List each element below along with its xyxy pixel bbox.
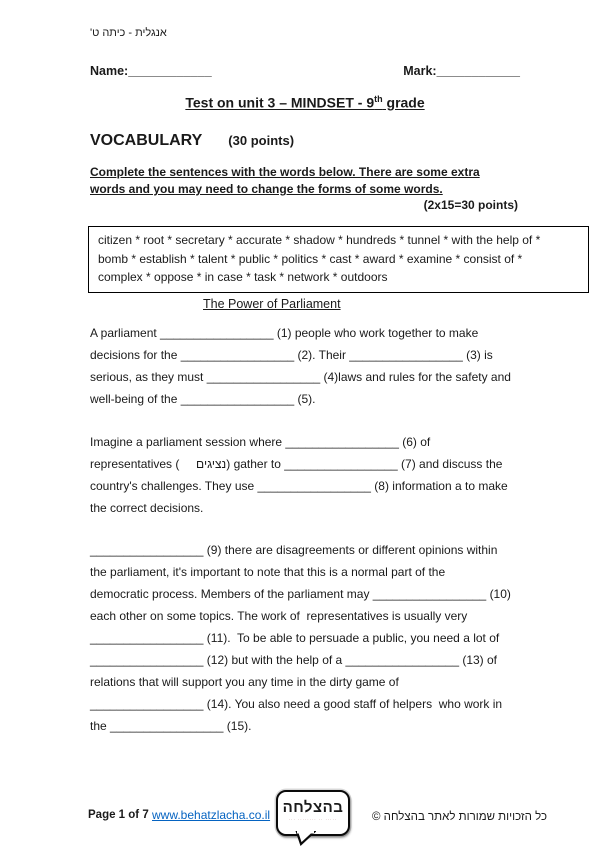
passage-line: decisions for the _________________ (2). Their _________________ (3) is [90, 348, 493, 362]
passage-line: the _________________ (15). [90, 719, 252, 733]
logo-tagline: ··· ········ ·· ····· [288, 817, 338, 822]
passage-line: _________________ (11). To be able to persuade a public, you need a lot of [90, 631, 500, 645]
website-link[interactable]: www.behatzlacha.co.il [152, 808, 271, 822]
passage-paragraph-1 [90, 322, 511, 410]
behatzlacha-logo [276, 790, 352, 852]
section-title: VOCABULARY [90, 132, 203, 149]
copyright-text: כל הזכויות שמורות לאתר בהצלחה © [372, 811, 547, 823]
points-note: (2x15=30 points) [423, 198, 518, 212]
page-number: Page 1 of 7 [88, 809, 149, 821]
name-blank: ____________ [128, 64, 212, 78]
name-mark-row [90, 64, 520, 78]
passage-line: _________________ (14). You also need a good staff of helpers who work in [90, 697, 503, 711]
word-bank-line-3: complex * oppose * in case * task * network * outdoors [98, 270, 388, 284]
course-label: אנגלית - כיתה ט' [90, 27, 167, 39]
word-bank-line-1: citizen * root * secretary * accurate * shadow * hundreds * tunnel * with the help of * [98, 233, 541, 247]
name-label: Name: [90, 64, 129, 78]
name-field [90, 64, 212, 78]
passage-line: Imagine a parliament session where _________________ (6) of [90, 435, 431, 449]
instructions [90, 164, 480, 198]
passage-line: the correct decisions. [90, 501, 204, 515]
instructions-line-1: Complete the sentences with the words below. There are some extra [90, 165, 480, 179]
passage-line: democratic process. Members of the parliament may _________________ (10) [90, 587, 511, 601]
logo-wordmark: בהצלחה [282, 799, 344, 816]
instructions-line-2: words and you may need to change the forms of some words. [90, 182, 443, 196]
passage-paragraph-2 [90, 431, 508, 519]
website-link-wrap [152, 808, 270, 822]
mark-label: Mark: [403, 64, 437, 78]
passage-line: representatives ( נציגים) gather to _________________ (7) and discuss the [90, 457, 503, 471]
word-bank-line-2: bomb * establish * talent * public * politics * cast * award * examine * consist of * [98, 251, 523, 266]
mark-field [403, 64, 520, 78]
passage-paragraph-3 [90, 539, 511, 737]
passage-line: serious, as they must _________________ (4)laws and rules for the safety and [90, 370, 511, 384]
passage-title: The Power of Parliament [203, 297, 341, 311]
vocabulary-section-heading [90, 132, 294, 150]
passage-line: the parliament, it's important to note that this is a normal part of the [90, 565, 446, 579]
word-bank-box [88, 226, 589, 293]
passage-line: well-being of the _________________ (5). [90, 392, 316, 406]
passage-line: country's challenges. They use _________________ (8) information a to make [90, 479, 508, 493]
speech-bubble-tail-icon [294, 831, 316, 846]
passage-line: _________________ (12) but with the help of a _________________ (13) of [90, 653, 498, 667]
logo-speech-bubble [276, 790, 350, 836]
passage-line: relations that will support you any time in the dirty game of [90, 675, 399, 689]
document-title: Test on unit 3 – MINDSET - 9th grade [185, 94, 425, 111]
passage-line: _________________ (9) there are disagreements or different opinions within [90, 543, 498, 557]
passage-line: A parliament _________________ (1) people who work together to make [90, 326, 479, 340]
section-points: (30 points) [228, 133, 295, 148]
mark-blank: ____________ [436, 64, 520, 78]
passage-line: each other on some topics. The work of representatives is usually very [90, 609, 468, 623]
title-superscript: th [374, 94, 383, 104]
